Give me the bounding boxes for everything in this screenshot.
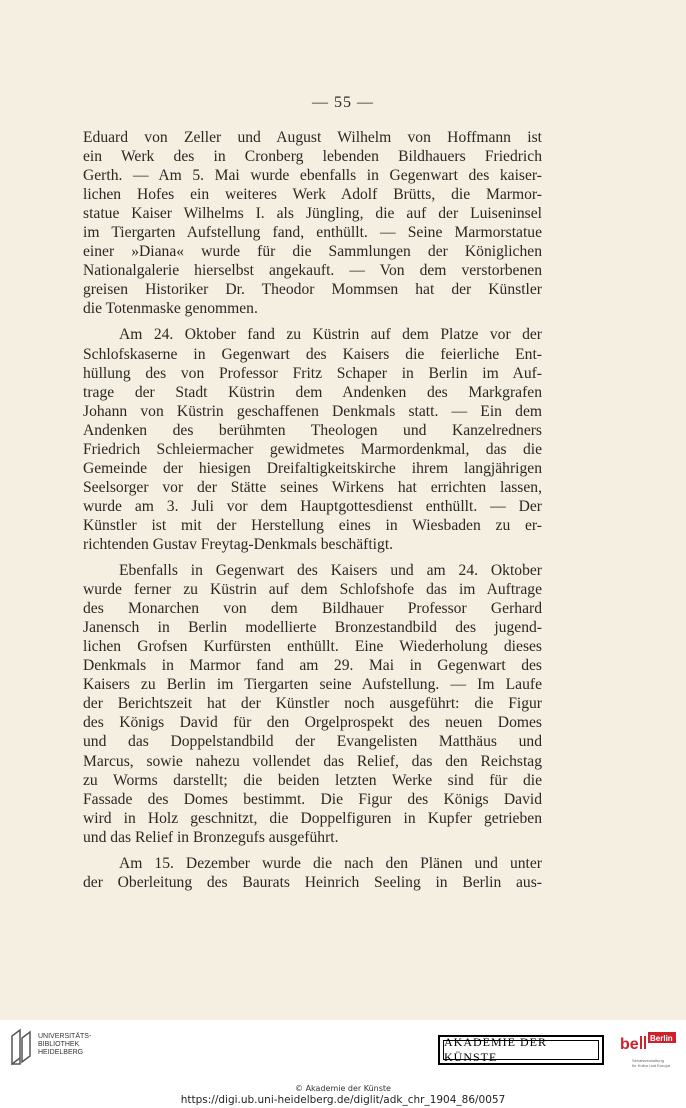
text-line: Johann von Küstrin geschaffenen Denkmals statt. — Ein dem — [83, 402, 542, 420]
text-line: Denkmals in Marmor fand am 29. Mai in Gegenwart des — [83, 657, 542, 675]
text-line: Andenken des berühmten Theologen und Kanzelredners — [83, 421, 542, 439]
akademie-logo[interactable] — [438, 1035, 604, 1065]
copyright-notice: © Akademie der Künste — [295, 1084, 391, 1093]
text-line: richtenden Gustav Freytag-Denkmals beschäftigt. — [83, 535, 394, 553]
text-line: einer »Diana« wurde für die Sammlungen der Königlichen — [83, 243, 542, 261]
berlin-sub-line: Senatsverwaltung — [632, 1058, 664, 1063]
text-line: der Berichtszeit hat der Künstler noch ausgeführt: die Figur — [83, 695, 542, 713]
text-line: des Königs David für den Orgelprospekt des neuen Domes — [83, 714, 542, 732]
text-line: Gerth. — Am 5. Mai wurde ebenfalls in Gegenwart des kaiser- — [83, 167, 542, 185]
text-line: Kaisers zu Berlin im Tiergarten seine Aufstellung. — Im Laufe — [83, 676, 542, 694]
text-line: Marcus, sowie nahezu vollendet das Relief, das den Reichstag — [83, 752, 542, 770]
university-library-name — [38, 1033, 91, 1057]
text-line: trage der Stadt Küstrin dem Andenken des Markgrafen — [83, 383, 542, 401]
text-line: statue Kaiser Wilhelms I. als Jüngling, die auf der Luiseninsel — [83, 205, 542, 223]
ub-line: HEIDELBERG — [38, 1049, 84, 1056]
text-line: Schlofskaserne in Gegenwart des Kaisers die feierliche Ent- — [83, 345, 542, 363]
text-line: die Totenmaske genommen. — [83, 300, 258, 318]
text-line: wird in Holz geschnitzt, die Doppelfiguren in Kupfer getrieben — [83, 809, 542, 827]
text-line: der Oberleitung des Baurats Heinrich Seeling in Berlin aus- — [83, 873, 542, 891]
text-line: Eduard von Zeller und August Wilhelm von Hoffmann ist — [83, 129, 542, 146]
text-line: Friedrich Schleiermacher gewidmetes Marmordenkmal, das die — [83, 440, 542, 458]
text-line: hüllung des von Professor Fritz Schaper in Berlin im Auf- — [83, 364, 542, 382]
text-line: Gemeinde der hiesigen Dreifaltigkeitskirche ihrem langjährigen — [83, 459, 542, 477]
text-line: zu Worms darstellt; die beiden letzten Werke sind für die — [83, 771, 542, 789]
text-line: Fassade des Domes bestimmt. Die Figur des Königs David — [83, 790, 542, 808]
permalink-url[interactable]: https://digi.ub.uni-heidelberg.de/diglit/adk_chr_1904_86/0057 — [180, 1094, 506, 1106]
text-line: Am 15. Dezember wurde die nach den Plänen und unter — [119, 854, 542, 872]
text-line: im Tiergarten Aufstellung fand, enthüllt. — Seine Marmorstatue — [83, 224, 542, 242]
akademie-logo-label: AKADEMIE DER KÜNSTE — [443, 1040, 599, 1060]
text-line: und das Relief in Bronzegufs ausgeführt. — [83, 828, 339, 846]
text-line: wurde ferner zu Küstrin auf dem Schlofshofe das im Auftrage — [83, 581, 542, 599]
university-library-logo-icon[interactable] — [8, 1028, 34, 1066]
berlin-logo-word: Berlin — [650, 1034, 673, 1043]
text-line: ein Werk des in Cronberg lebenden Bildhauers Friedrich — [83, 148, 542, 166]
text-line: Ebenfalls in Gegenwart des Kaisers und am 24. Oktober — [119, 562, 542, 580]
body-text — [83, 128, 542, 892]
berlin-sub-line: für Kultur und Europa — [632, 1063, 671, 1068]
ub-line: UNIVERSITÄTS- — [38, 1033, 92, 1040]
text-line: wurde am 3. Juli vor dem Hauptgottesdienst enthüllt. — Der — [83, 497, 542, 515]
text-line: greisen Historiker Dr. Theodor Mommsen hat der Künstler — [83, 281, 542, 299]
ub-line: BIBLIOTHEK — [38, 1041, 80, 1048]
text-line: Am 24. Oktober fand zu Küstrin auf dem Platze vor der — [119, 326, 542, 344]
page-number: — 55 — — [312, 94, 374, 111]
text-line: und das Doppelstandbild der Evangelisten Matthäus und — [83, 733, 542, 751]
text-line: lichen Hofes ein weiteres Werk Adolf Brütts, die Marmor- — [83, 186, 542, 204]
text-line: Künstler ist mit der Herstellung eines in Wiesbaden zu er- — [83, 516, 542, 534]
text-line: des Monarchen von dem Bildhauer Professor Gerhard — [83, 600, 542, 618]
text-line: Nationalgalerie hierselbst angekauft. — Von dem verstorbenen — [83, 262, 542, 280]
text-line: Janensch in Berlin modellierte Bronzestandbild des jugend- — [83, 619, 542, 637]
berlin-subline — [632, 1058, 676, 1068]
text-line: lichen Grofsen Kurfürsten enthüllt. Eine Wiederholung dieses — [83, 638, 542, 656]
text-line: Seelsorger vor der Stätte seines Wirkens hat errichten lassen, — [83, 478, 542, 496]
berlin-logo-be: be — [620, 1036, 639, 1053]
